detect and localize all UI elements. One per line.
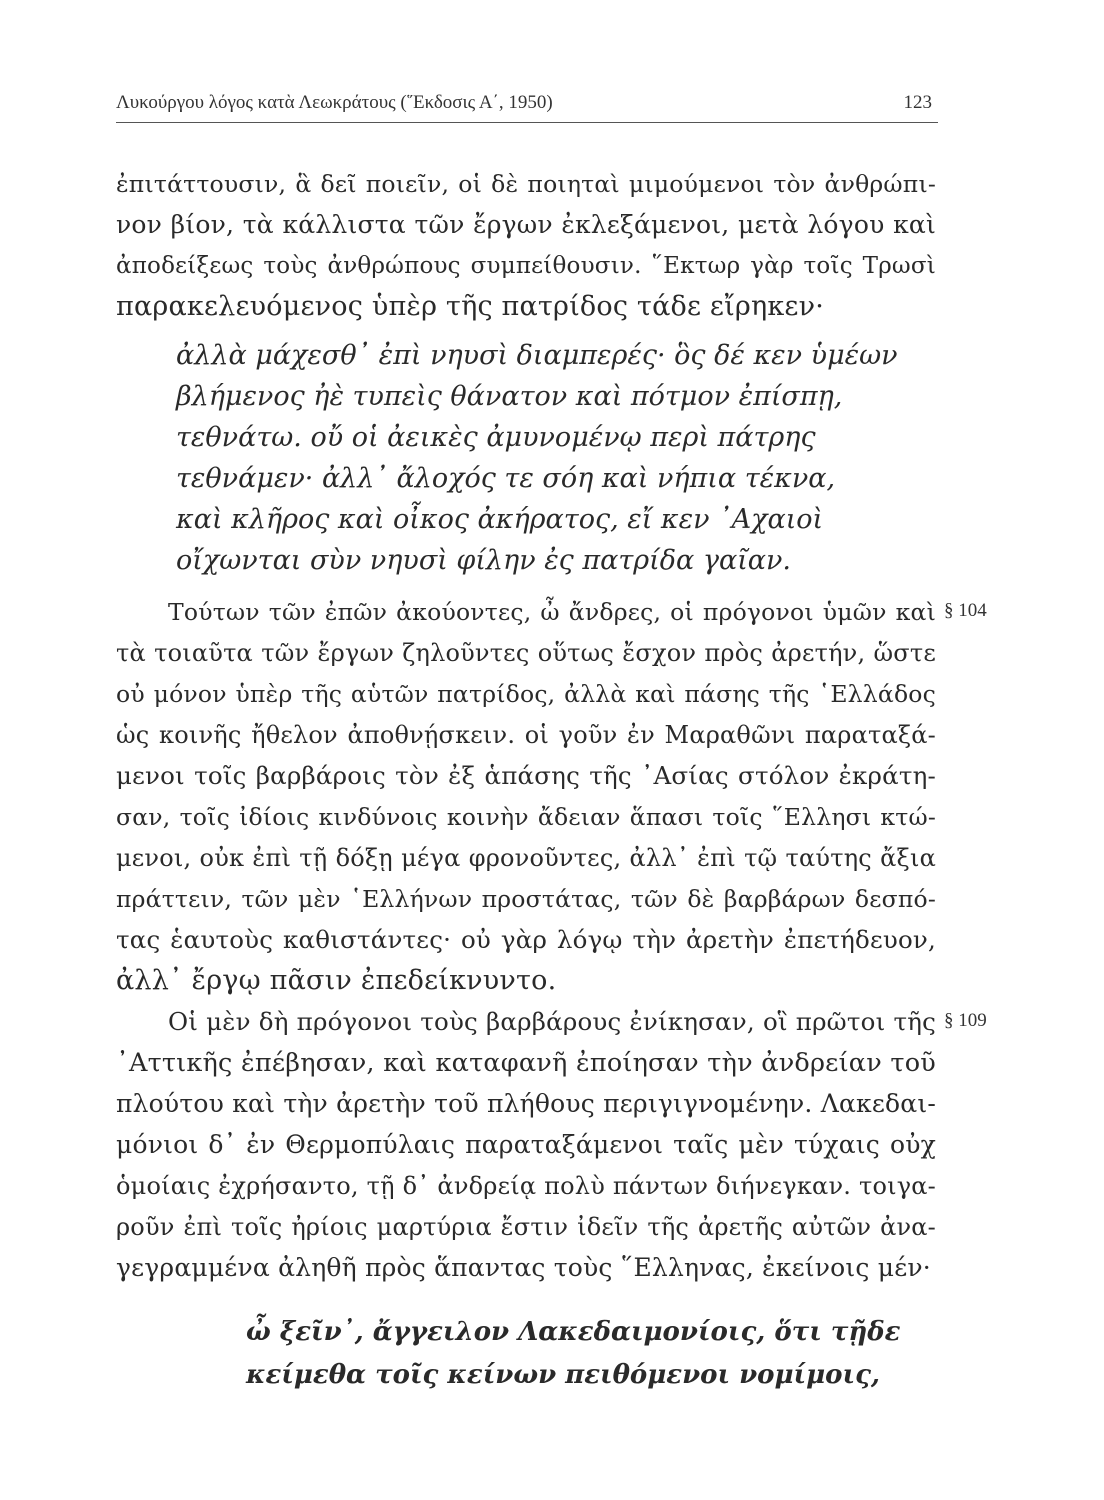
epigram-line: κείμεθα τοῖς κείνων πειθόμενοι νομίμοις, (246, 1360, 880, 1390)
text-line: σαν, τοῖς ἰδίοις κινδύνοις κοινὴν ἄδειαν ἅπασι τοῖς ῞Ελλησι κτώ- (116, 803, 936, 831)
text-line: πλούτου καὶ τὴν ἀρετὴν τοῦ πλήθους περιγιγνομένην. Λακεδαι- (116, 1089, 936, 1118)
text-line: παρακελευόμενος ὑπὲρ τῆς πατρίδος τάδε εἴρηκεν· (116, 291, 825, 322)
text-line: ἀποδείξεως τοὺς ἀνθρώπους συμπείθουσιν. ῞Εκτωρ γὰρ τοῖς Τρωσὶ (116, 253, 936, 279)
text-line: ᾽Αττικῆς ἐπέβησαν, καὶ καταφανῆ ἐποίησαν τὴν ἀνδρείαν τοῦ (116, 1048, 936, 1078)
running-title: Λυκούργου λόγος κατὰ Λεωκράτους (῞Εκδοσις Α΄, 1950) (116, 92, 553, 113)
page-number: 123 (903, 92, 932, 113)
verse-line: τεθνάμεν· ἀλλ᾽ ἄλοχός τε σόη καὶ νήπια τέκνα, (176, 463, 836, 494)
verse-line: τεθνάτω. οὔ οἱ ἀεικὲς ἀμυνομένῳ περὶ πάτρης (176, 422, 816, 453)
verse-line: βλήμενος ἠὲ τυπεὶς θάνατον καὶ πότμον ἐπίσπῃ, (176, 381, 843, 412)
verse-line: οἴχωνται σὺν νηυσὶ φίλην ἐς πατρίδα γαῖαν. (176, 545, 792, 576)
text-line: ἐπιτάττουσιν, ἃ δεῖ ποιεῖν, οἱ δὲ ποιηταὶ μιμούμενοι τὸν ἀνθρώπι- (116, 170, 936, 198)
text-line: ὁμοίαις ἐχρήσαντο, τῇ δ᾽ ἀνδρείᾳ πολὺ πάντων διήνεγκαν. τοιγα- (116, 1172, 936, 1200)
verse-line: ἀλλὰ μάχεσθ᾽ ἐπὶ νηυσὶ διαμπερές· ὃς δέ κεν ὑμέων (176, 340, 898, 371)
text-line: μενοι, οὐκ ἐπὶ τῇ δόξῃ μέγα φρονοῦντες, ἀλλ᾽ ἐπὶ τῷ ταύτης ἄξια (116, 844, 936, 872)
text-line: τὰ τοιαῦτα τῶν ἔργων ζηλοῦντες οὕτως ἔσχον πρὸς ἀρετήν, ὥστε (116, 639, 936, 667)
text-line: ὡς κοινῆς ἤθελον ἀποθνῄσκειν. οἱ γοῦν ἐν Μαραθῶνι παραταξά- (116, 721, 936, 749)
text-line: Οἱ μὲν δὴ πρόγονοι τοὺς βαρβάρους ἐνίκησαν, οἳ πρῶτοι τῆς (168, 1007, 936, 1036)
running-header (116, 92, 938, 123)
text-line: ροῦν ἐπὶ τοῖς ἠρίοις μαρτύρια ἔστιν ἰδεῖν τῆς ἀρετῆς αὐτῶν ἀνα- (116, 1213, 936, 1241)
text-line: Τούτων τῶν ἐπῶν ἀκούοντες, ὦ ἄνδρες, οἱ πρόγονοι ὑμῶν καὶ (168, 598, 936, 626)
text-line: μόνιοι δ᾽ ἐν Θερμοπύλαις παραταξάμενοι ταῖς μὲν τύχαις οὐχ (116, 1130, 936, 1159)
text-line: οὐ μόνον ὑπὲρ τῆς αὑτῶν πατρίδος, ἀλλὰ καὶ πάσης τῆς ῾Ελλάδος (116, 680, 936, 708)
text-line: ἀλλ᾽ ἔργῳ πᾶσιν ἐπεδείκνυντο. (116, 965, 557, 996)
text-line: μενοι τοῖς βαρβάροις τὸν ἐξ ἁπάσης τῆς ᾽Ασίας στόλον ἐκράτη- (116, 761, 936, 790)
verse-line: καὶ κλῆρος καὶ οἶκος ἀκήρατος, εἴ κεν ᾽Αχαιοὶ (176, 504, 824, 535)
epigram-line: ὦ ξεῖν᾽, ἄγγειλον Λακεδαιμονίοις, ὅτι τῇδε (246, 1317, 901, 1347)
text-line: νον βίον, τὰ κάλλιστα τῶν ἔργων ἐκλεξάμενοι, μετὰ λόγου καὶ (116, 210, 936, 239)
text-line: γεγραμμένα ἀληθῆ πρὸς ἅπαντας τοὺς ῞Ελληνας, ἐκείνοις μέν· (116, 1253, 931, 1282)
text-line: τας ἑαυτοὺς καθιστάντες· οὐ γὰρ λόγῳ τὴν ἀρετὴν ἐπετήδευον, (116, 925, 936, 954)
section-marker: § 104 (944, 600, 987, 621)
section-marker: § 109 (944, 1010, 987, 1031)
text-line: πράττειν, τῶν μὲν ῾Ελλήνων προστάτας, τῶν δὲ βαρβάρων δεσπό- (116, 885, 936, 913)
